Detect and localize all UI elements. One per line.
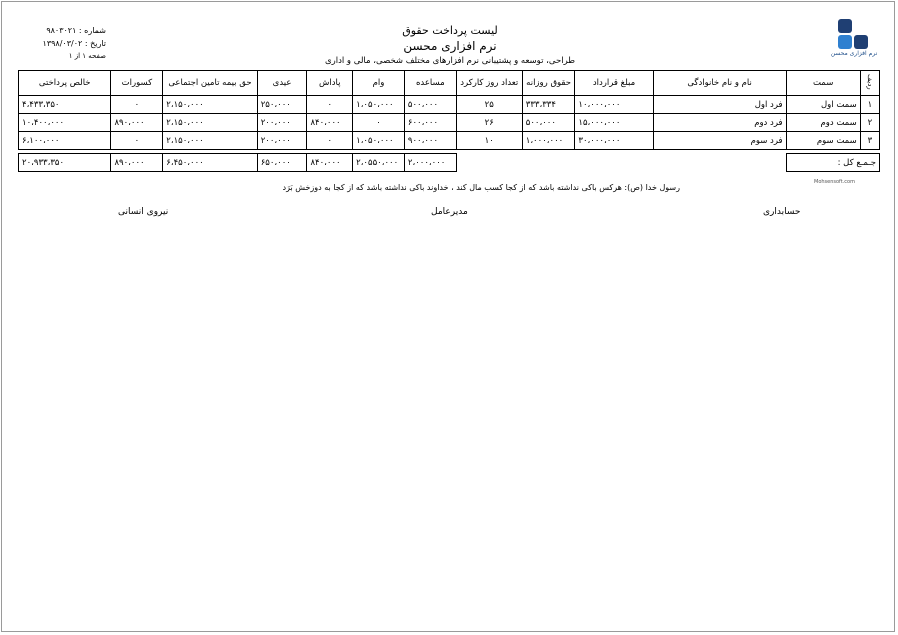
- col-header-position: سمت: [786, 71, 860, 96]
- cell-loan: ۱،۰۵۰،۰۰۰: [353, 96, 405, 114]
- cell-net-pay: ۴،۴۳۳،۳۵۰: [19, 96, 111, 114]
- cell-loan: ۰: [353, 114, 405, 132]
- document-number: شماره : ۹۸۰۳۰۲۱: [46, 26, 106, 35]
- cell-insurance: ۲،۱۵۰،۰۰۰: [163, 114, 257, 132]
- cell-contract: ۳۰،۰۰۰،۰۰۰: [575, 132, 653, 150]
- total-loan: ۲،۰۵۵۰،۰۰۰: [353, 154, 405, 172]
- company-name: نرم افزاری محسن: [403, 39, 497, 53]
- cell-advance: ۵۰۰،۰۰۰: [404, 96, 456, 114]
- total-insurance: ۶،۴۵۰،۰۰۰: [163, 154, 257, 172]
- signature-hr: نیروی انسانی: [118, 207, 169, 217]
- company-subtitle: طراحی، توسعه و پشتیبانی نرم افزارهای مختلف شخصی، مالی و اداری: [324, 56, 576, 66]
- cell-daily-wage: ۳۳۳،۳۳۴: [522, 96, 575, 114]
- footer-quote: رسول خدا (ص): هرکس باکی نداشته باشد که از کجا کسب مال کند ، خداوند باکی نداشته باشد که از کجا به دوزخش بَرَد: [282, 183, 680, 192]
- col-header-bonus: پاداش: [307, 71, 353, 96]
- col-header-eidi: عیدی: [257, 71, 307, 96]
- website-watermark: Mohsensoft.com: [814, 179, 855, 185]
- col-header-daily-wage: حقوق روزانه: [522, 71, 575, 96]
- signature-ceo: مدیرعامل: [431, 207, 468, 217]
- cell-eidi: ۲۵۰،۰۰۰: [257, 96, 307, 114]
- col-header-advance: مساعده: [404, 71, 456, 96]
- cell-advance: ۹۰۰،۰۰۰: [404, 132, 456, 150]
- cell-net-pay: ۶،۱۰۰،۰۰۰: [19, 132, 111, 150]
- logo-caption: نرم افزاری محسن: [830, 50, 878, 57]
- col-header-work-days: تعداد روز کارکرد: [456, 71, 522, 96]
- cell-position: سمت دوم: [786, 114, 860, 132]
- cell-deductions: ۰: [111, 132, 163, 150]
- table-row: [19, 132, 880, 150]
- cell-index: ۲: [860, 114, 879, 132]
- total-bonus: ۸۴۰،۰۰۰: [307, 154, 353, 172]
- cell-insurance: ۲،۱۵۰،۰۰۰: [163, 96, 257, 114]
- cell-position: سمت سوم: [786, 132, 860, 150]
- cell-name: فرد دوم: [653, 114, 786, 132]
- cell-contract: ۱۰،۰۰۰،۰۰۰: [575, 96, 653, 114]
- signature-accountant: حسابداری: [763, 207, 801, 217]
- total-advance: ۲،۰۰۰،۰۰۰: [404, 154, 456, 172]
- title-block: [300, 23, 600, 68]
- cell-work-days: ۱۰: [456, 132, 522, 150]
- cell-name: فرد اول: [653, 96, 786, 114]
- document-info: [26, 24, 106, 63]
- report-title: لیست پرداخت حقوق: [402, 24, 498, 37]
- cell-bonus: ۰: [307, 132, 353, 150]
- cell-index: ۳: [860, 132, 879, 150]
- cell-name: فرد سوم: [653, 132, 786, 150]
- cell-daily-wage: ۱،۰۰۰،۰۰۰: [522, 132, 575, 150]
- total-eidi: ۶۵۰،۰۰۰: [257, 154, 307, 172]
- col-header-name: نام و نام خانوادگی: [653, 71, 786, 96]
- payroll-table: [18, 70, 880, 172]
- total-blank: [456, 154, 786, 172]
- table-row: [19, 96, 880, 114]
- cell-index: ۱: [860, 96, 879, 114]
- col-header-net-pay: خالص پرداختی: [19, 71, 111, 96]
- total-label: جـمـع کل :: [786, 154, 879, 172]
- col-header-loan: وام: [353, 71, 405, 96]
- cell-eidi: ۲۰۰،۰۰۰: [257, 132, 307, 150]
- cell-eidi: ۲۰۰،۰۰۰: [257, 114, 307, 132]
- cell-advance: ۶۰۰،۰۰۰: [404, 114, 456, 132]
- cell-work-days: ۲۵: [456, 96, 522, 114]
- col-header-contract: مبلغ قرارداد: [575, 71, 653, 96]
- col-header-deductions: کسورات: [111, 71, 163, 96]
- total-deductions: ۸۹۰،۰۰۰: [111, 154, 163, 172]
- total-row: [19, 154, 880, 172]
- cell-contract: ۱۵،۰۰۰،۰۰۰: [575, 114, 653, 132]
- cell-daily-wage: ۵۰۰،۰۰۰: [522, 114, 575, 132]
- table-header-row: [19, 71, 880, 96]
- document-date: تاریخ : ۱۳۹۸/۰۳/۰۲: [42, 39, 106, 48]
- cell-deductions: ۸۹۰،۰۰۰: [111, 114, 163, 132]
- cell-insurance: ۲،۱۵۰،۰۰۰: [163, 132, 257, 150]
- cell-work-days: ۲۶: [456, 114, 522, 132]
- cell-deductions: ۰: [111, 96, 163, 114]
- col-header-insurance: حق بیمه تامین اجتماعی: [163, 71, 257, 96]
- page-indicator: صفحه ۱ از ۱: [68, 52, 106, 60]
- col-header-index: ردیف: [860, 71, 879, 96]
- cell-net-pay: ۱۰،۴۰۰،۰۰۰: [19, 114, 111, 132]
- table-row: [19, 114, 880, 132]
- cell-bonus: ۸۴۰،۰۰۰: [307, 114, 353, 132]
- cell-loan: ۱،۰۵۰،۰۰۰: [353, 132, 405, 150]
- cell-bonus: ۰: [307, 96, 353, 114]
- cell-position: سمت اول: [786, 96, 860, 114]
- total-net-pay: ۲۰،۹۳۳،۳۵۰: [19, 154, 111, 172]
